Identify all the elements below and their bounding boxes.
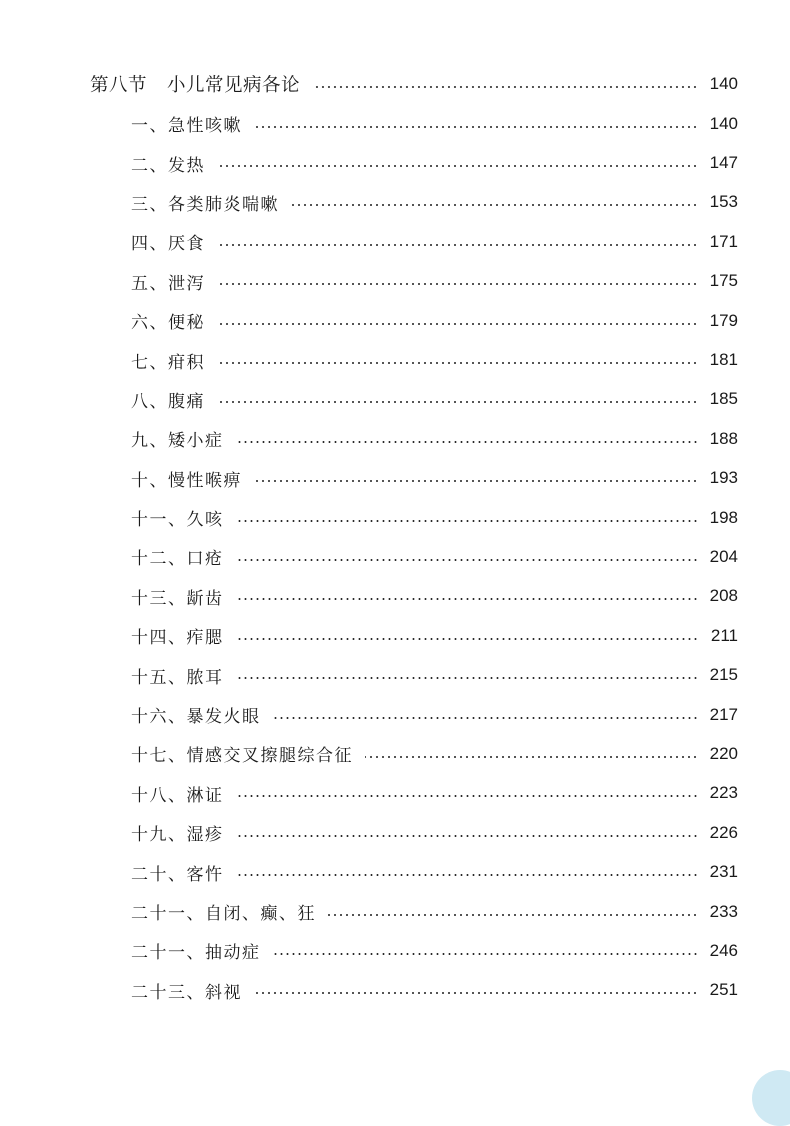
entry-title: 十三、龂齿 xyxy=(131,588,224,609)
section-heading xyxy=(90,71,308,97)
toc-entry-row[interactable] xyxy=(0,931,790,970)
page-number: 226 xyxy=(709,822,738,842)
page-number: 246 xyxy=(709,940,738,960)
toc-entry-row[interactable] xyxy=(0,813,790,852)
dot-leader xyxy=(365,756,698,758)
page-number: 147 xyxy=(709,153,738,173)
entry-title: 十二、口疮 xyxy=(131,549,224,570)
dot-leader xyxy=(291,204,698,206)
dot-leader xyxy=(236,677,699,679)
dot-leader xyxy=(273,953,699,955)
toc-entry-row[interactable] xyxy=(0,577,790,616)
dot-leader xyxy=(236,835,699,837)
page-number: 171 xyxy=(709,231,738,251)
dot-leader xyxy=(236,638,699,640)
toc-entry-row[interactable] xyxy=(0,892,790,931)
toc-entry-row[interactable] xyxy=(0,695,790,734)
entry-title: 十七、情感交叉擦腿综合征 xyxy=(131,746,353,767)
dot-leader xyxy=(236,559,699,561)
entry-title: 三、各类肺炎喘嗽 xyxy=(131,194,279,215)
dot-leader xyxy=(217,362,698,364)
toc-entry-row[interactable] xyxy=(0,537,790,576)
toc-entry-row[interactable] xyxy=(0,222,790,261)
page-number: 208 xyxy=(709,586,738,606)
toc-entry-row[interactable] xyxy=(0,616,790,655)
page-number: 185 xyxy=(709,389,738,409)
page-number: 215 xyxy=(709,665,738,685)
entry-title: 二十三、斜视 xyxy=(131,982,242,1003)
dot-leader xyxy=(236,874,699,876)
page-number: 204 xyxy=(709,546,738,566)
entry-title: 二十、客忤 xyxy=(131,864,224,885)
entry-title: 一、急性咳嗽 xyxy=(131,116,242,137)
dot-leader xyxy=(217,283,698,285)
dot-leader xyxy=(217,244,698,246)
page-number: 220 xyxy=(709,743,738,763)
dot-leader xyxy=(254,992,698,994)
entry-title: 十四、痄腮 xyxy=(131,628,224,649)
dot-leader xyxy=(217,323,698,325)
toc-entry-row[interactable] xyxy=(0,852,790,891)
section-label: 第八节 xyxy=(90,75,148,96)
page-number: 217 xyxy=(709,704,738,724)
toc-entry-row[interactable] xyxy=(0,655,790,694)
entry-title: 五、泄泻 xyxy=(131,273,205,294)
toc-entry-row[interactable] xyxy=(0,459,790,498)
page-number: 179 xyxy=(709,310,738,330)
page-number: 193 xyxy=(709,468,738,488)
entry-title: 十八、淋证 xyxy=(131,785,224,806)
entry-title: 九、矮小症 xyxy=(131,431,224,452)
page-number: 223 xyxy=(709,783,738,803)
dot-leader xyxy=(217,165,698,167)
entry-title: 十九、湿疹 xyxy=(131,825,224,846)
page-number: 211 xyxy=(710,625,738,645)
toc-entry-row[interactable] xyxy=(0,104,790,143)
dot-leader xyxy=(254,480,698,482)
entry-title: 七、疳积 xyxy=(131,352,205,373)
dot-leader xyxy=(236,441,699,443)
page-number: 175 xyxy=(709,271,738,291)
toc-entry-row[interactable] xyxy=(0,734,790,773)
entry-title: 二十一、自闭、癫、狂 xyxy=(131,904,316,924)
toc-entry-row[interactable] xyxy=(0,301,790,340)
dot-leader xyxy=(328,914,698,916)
toc-entry-row[interactable] xyxy=(0,340,790,379)
page-number: 140 xyxy=(709,74,738,93)
toc-entry-row[interactable] xyxy=(0,971,790,1010)
toc-section-row[interactable] xyxy=(0,64,790,104)
entry-title: 十五、脓耳 xyxy=(131,667,224,688)
dot-leader xyxy=(236,795,699,797)
dot-leader xyxy=(312,86,698,88)
entry-title: 二十一、抽动症 xyxy=(131,943,261,964)
toc-entry-row[interactable] xyxy=(0,143,790,182)
page-number: 231 xyxy=(709,862,738,882)
page-number: 181 xyxy=(709,350,738,370)
toc-entry-row[interactable] xyxy=(0,262,790,301)
toc-entry-row[interactable] xyxy=(0,774,790,813)
page-corner-tab xyxy=(752,1070,790,1126)
toc-entry-row[interactable] xyxy=(0,183,790,222)
dot-leader xyxy=(273,717,699,719)
page-number: 188 xyxy=(709,428,738,448)
toc-entry-row[interactable] xyxy=(0,380,790,419)
dot-leader xyxy=(236,520,699,522)
entry-title: 十、慢性喉痹 xyxy=(131,470,242,491)
dot-leader xyxy=(254,126,698,128)
entry-title: 二、发热 xyxy=(131,155,205,176)
toc-entry-row[interactable] xyxy=(0,419,790,458)
section-title: 小儿常见病各论 xyxy=(167,75,301,96)
entry-title: 四、厌食 xyxy=(131,234,205,255)
toc-entry-row[interactable] xyxy=(0,498,790,537)
entry-title: 十一、久咳 xyxy=(131,510,224,531)
dot-leader xyxy=(236,598,699,600)
entry-title: 六、便秘 xyxy=(131,313,205,334)
entry-title: 八、腹痛 xyxy=(131,391,205,412)
entry-title: 十六、暴发火眼 xyxy=(131,707,261,728)
page-number: 140 xyxy=(709,113,738,133)
toc-entries xyxy=(0,104,790,1010)
page-number: 153 xyxy=(709,192,738,212)
dot-leader xyxy=(217,401,698,403)
page-number: 233 xyxy=(709,901,738,921)
page-number: 198 xyxy=(709,507,738,527)
table-of-contents xyxy=(0,64,790,1010)
page-number: 251 xyxy=(709,980,738,1000)
